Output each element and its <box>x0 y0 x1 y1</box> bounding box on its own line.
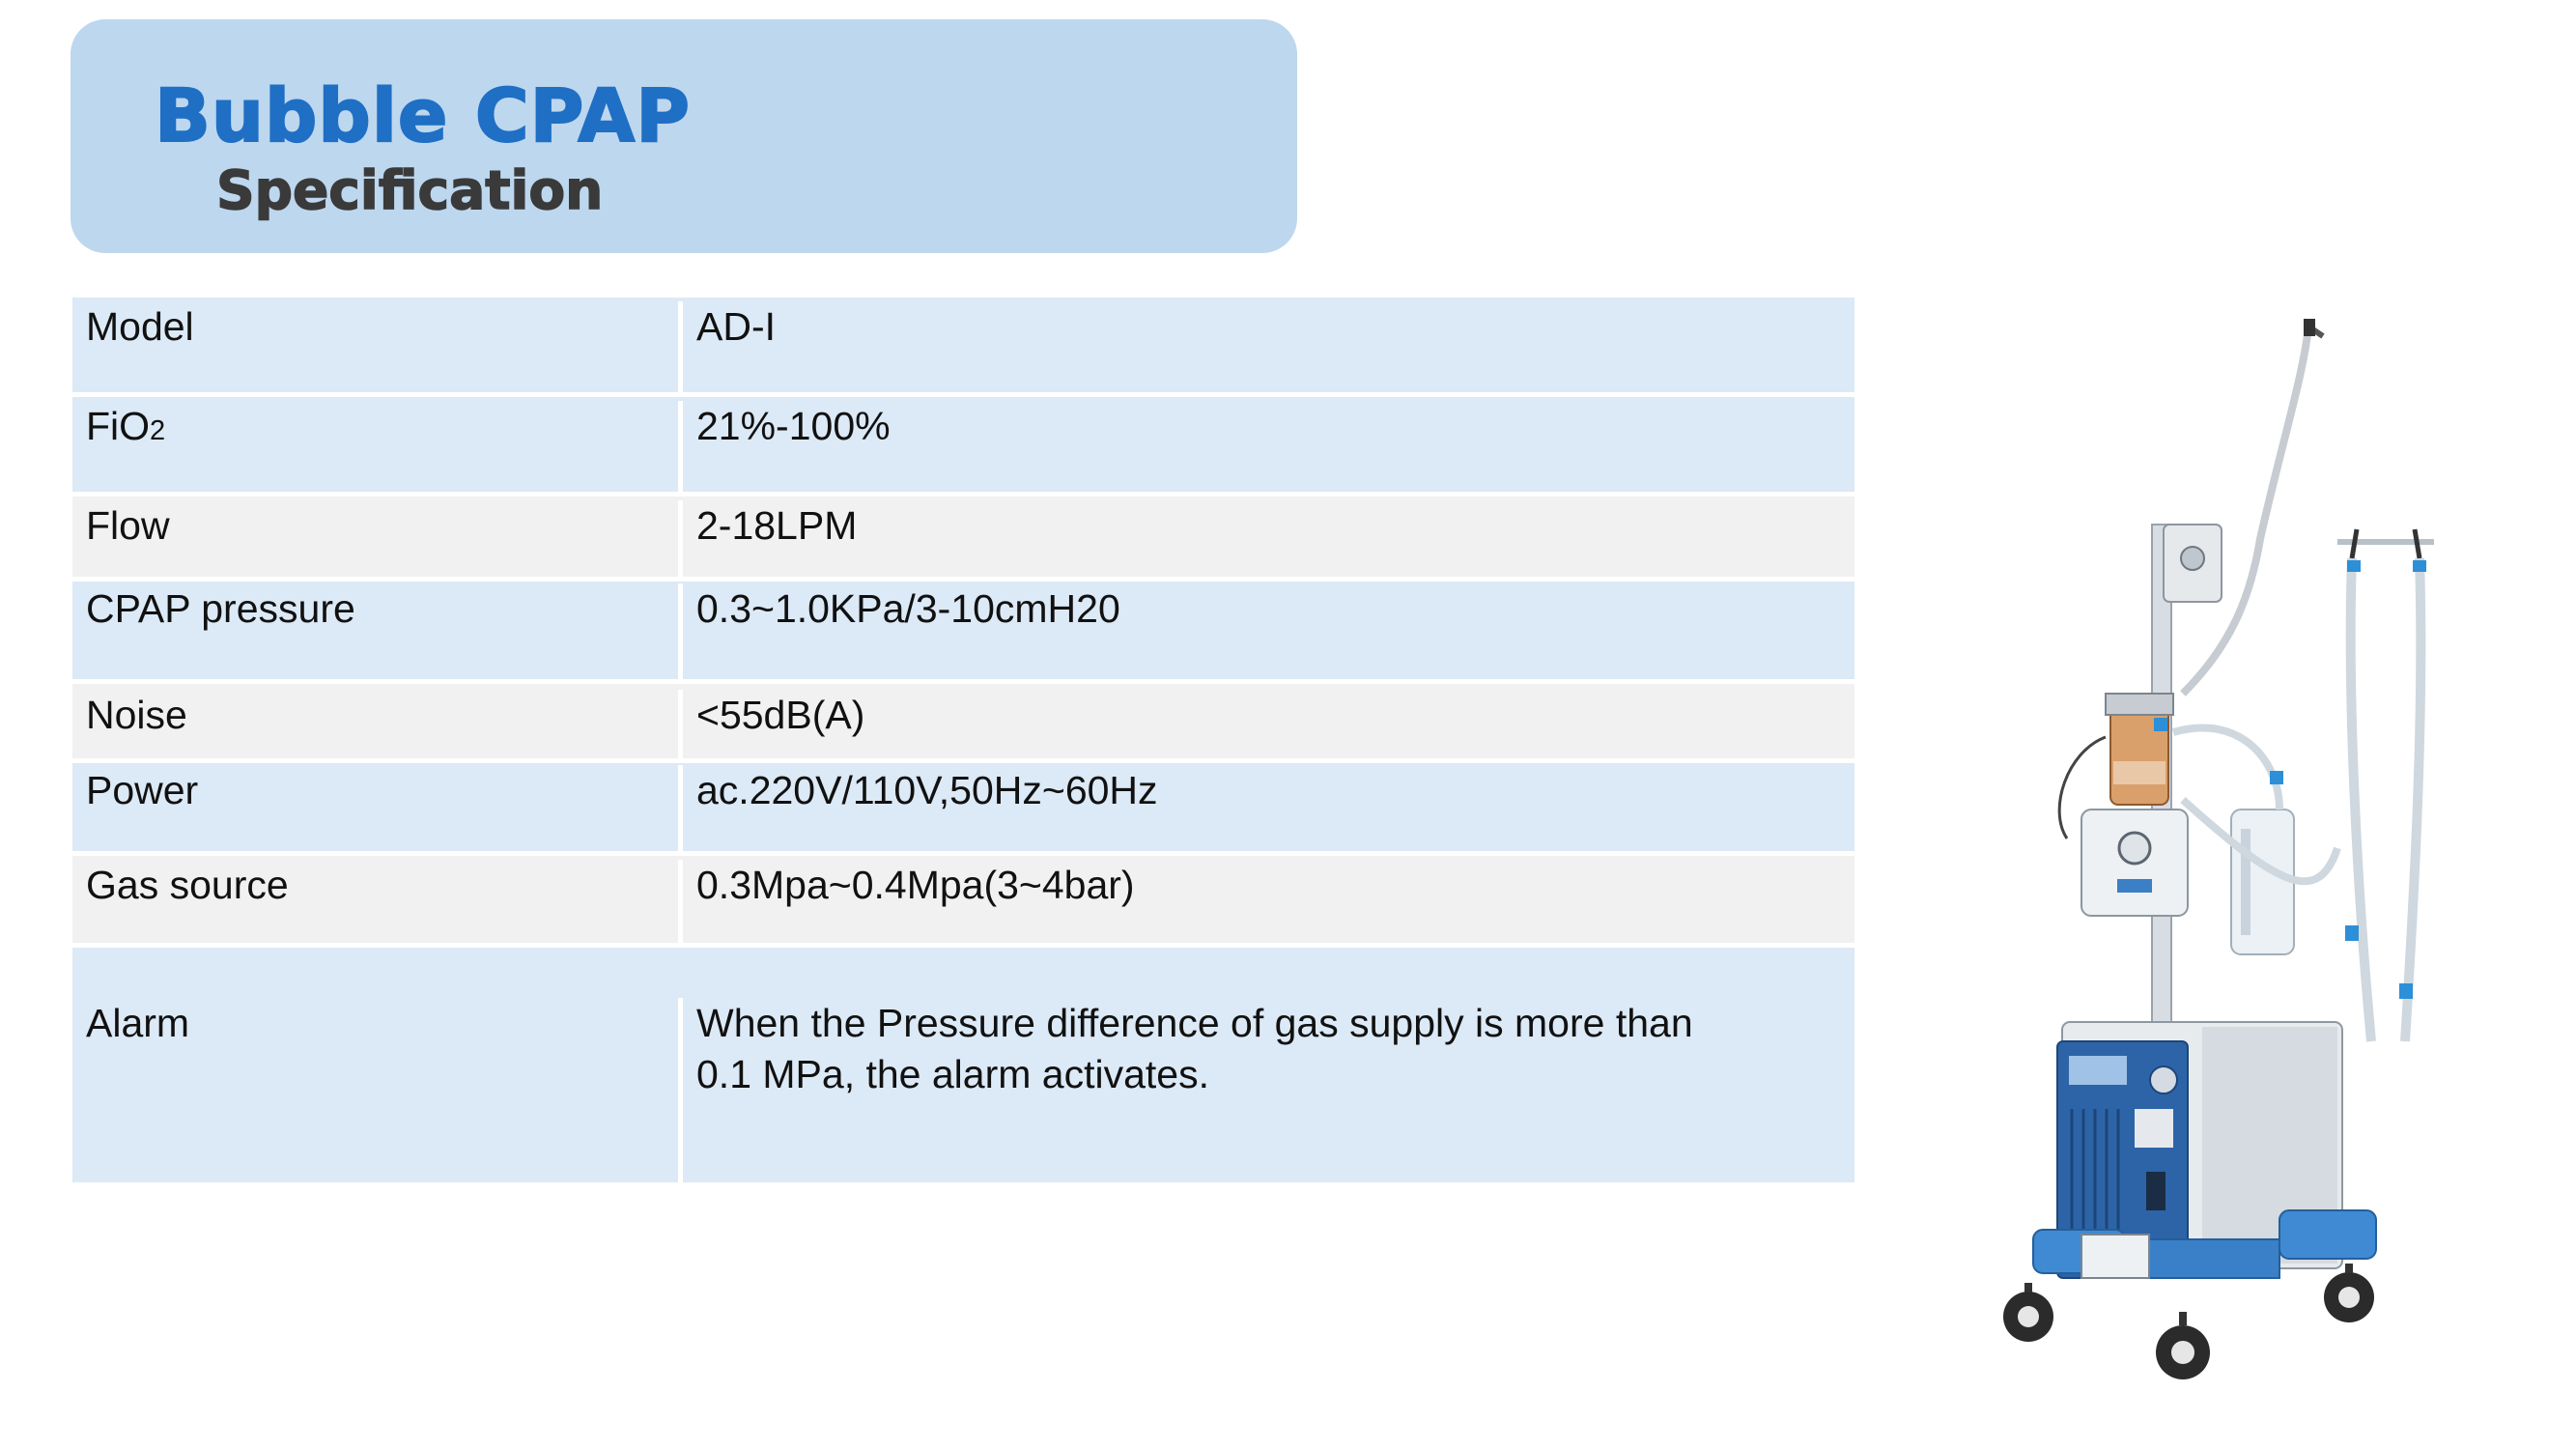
spec-label: FiO2 <box>72 401 683 492</box>
spec-row-noise <box>72 684 1854 763</box>
spec-value: ac.220V/110V,50Hz~60Hz <box>696 768 1158 812</box>
spec-row-alarm <box>72 948 1854 1182</box>
spec-row-cpap-pressure <box>72 582 1854 684</box>
spec-row-fio2 <box>72 397 1854 497</box>
spec-table <box>72 298 1854 1182</box>
spec-label: CPAP pressure <box>72 583 683 679</box>
spec-value: 0.3~1.0KPa/3-10cmH20 <box>696 586 1120 631</box>
spec-value: 21%-100% <box>696 404 891 448</box>
spec-label: Power <box>72 765 683 851</box>
spec-value: <55dB(A) <box>696 693 865 737</box>
spec-label: Gas source <box>72 860 683 943</box>
spec-row-gas-source <box>72 856 1854 948</box>
spec-row-model <box>72 298 1854 397</box>
page-subtitle: Specification <box>216 159 604 221</box>
page-title: Bubble CPAP <box>155 72 691 158</box>
spec-value: AD-I <box>696 304 776 349</box>
spec-label: Noise <box>72 690 683 758</box>
spec-value: When the Pressure difference of gas supply is more than 0.1 MPa, the alarm activates. <box>696 1001 1693 1096</box>
spec-label: Alarm <box>72 998 683 1182</box>
spec-value: 2-18LPM <box>696 503 858 548</box>
spec-row-power <box>72 763 1854 856</box>
spec-label: Flow <box>72 500 683 577</box>
spec-label: Model <box>72 301 683 392</box>
spec-row-flow <box>72 497 1854 582</box>
cpap-device-image <box>1990 307 2449 1389</box>
spec-value: 0.3Mpa~0.4Mpa(3~4bar) <box>696 863 1135 907</box>
